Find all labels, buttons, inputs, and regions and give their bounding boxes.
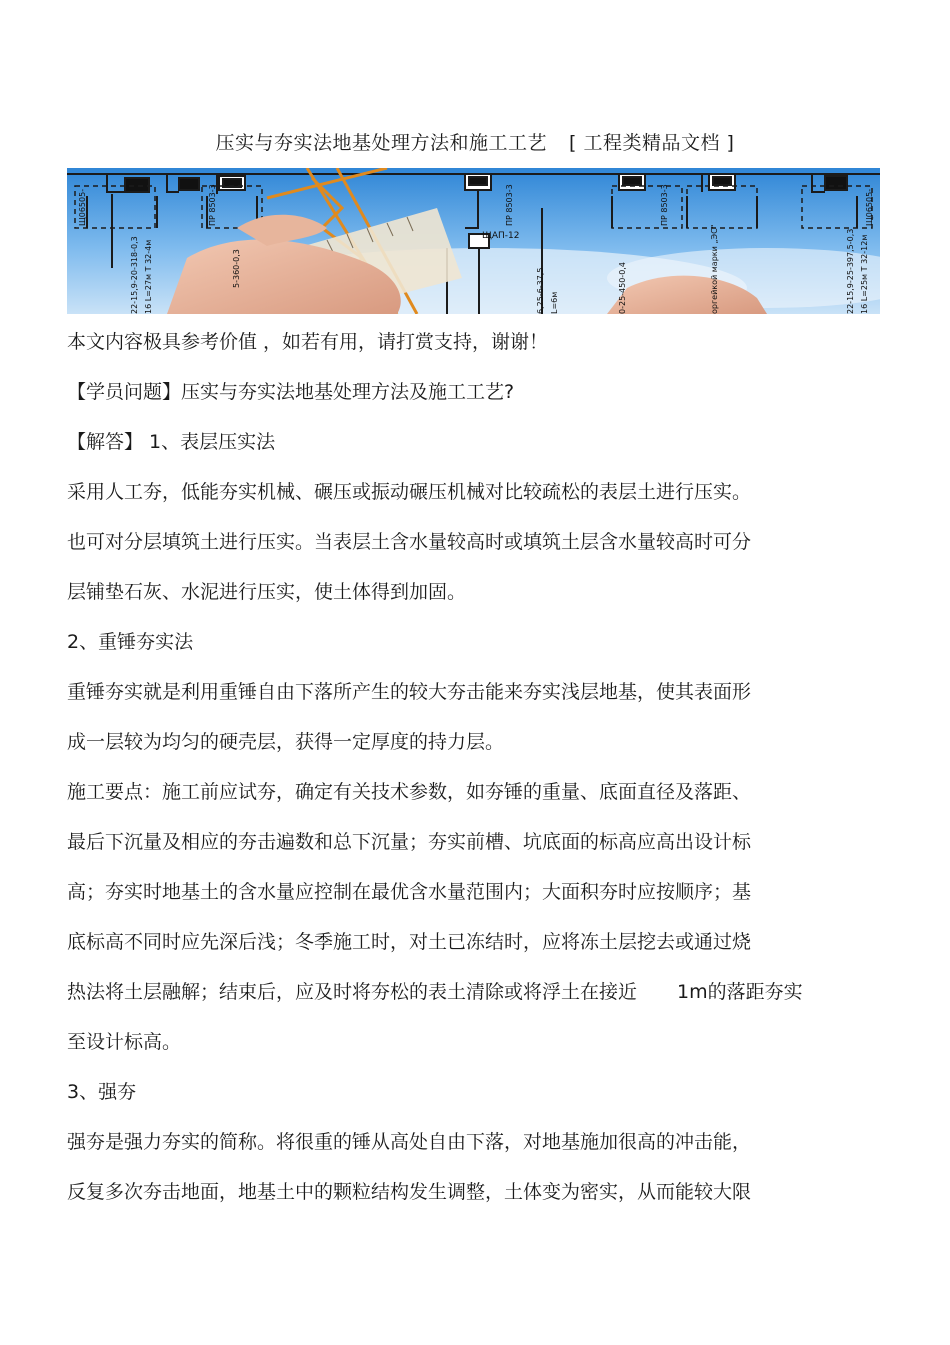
title-tag: [ 工程类精品文档 ] <box>569 132 735 154</box>
paragraph-line-split <box>67 980 803 1004</box>
paragraph-line: 【学员问题】压实与夯实法地基处理方法及施工工艺? <box>67 381 515 403</box>
banner-label: 16 L=27м Т 32-4м <box>144 239 153 314</box>
banner-label: ПР 8503-3 <box>505 184 514 226</box>
banner-label: 0-25-450-0,4 <box>618 262 627 314</box>
paragraph-line: 反复多次夯击地面，地基土中的颗粒结构发生调整，土体变为密实，从而能较大限 <box>67 1181 752 1203</box>
document-title <box>0 128 950 155</box>
banner-label: оргейкой марки „ЭС“ <box>710 224 719 314</box>
banner-label: ПР 8503-3 <box>660 184 669 226</box>
paragraph-line: 【解答】 1、表层压实法 <box>67 431 276 453</box>
paragraph-line: 底标高不同时应先深后浅；冬季施工时，对土已冻结时，应将冻土层挖去或通过烧 <box>67 931 752 953</box>
banner-illustration <box>67 168 880 314</box>
paragraph-line: 至设计标高。 <box>67 1031 182 1053</box>
paragraph-line: 也可对分层填筑土进行压实。当表层土含水量较高时或填筑土层含水量较高时可分 <box>67 531 752 553</box>
banner-label: L=6м <box>550 291 559 314</box>
paragraph-line: 强夯是强力夯实的简称。将很重的锤从高处自由下落，对地基施加很高的冲击能， <box>67 1131 752 1153</box>
paragraph-line: 施工要点：施工前应试夯，确定有关技术参数，如夯锤的重量、底面直径及落距、 <box>67 781 752 803</box>
paragraph-line: 本文内容极具参考价值 ，如若有用，请打赏支持，谢谢！ <box>67 331 549 353</box>
banner-label: ЩАП-12 <box>482 231 520 241</box>
paragraph-line: 成一层较为均匀的硬壳层，获得一定厚度的持力层。 <box>67 731 505 753</box>
banner-label: 22-15,9-25-397,5-0,3 <box>846 228 855 314</box>
paragraph-line: 层铺垫石灰、水泥进行压实，使土体得到加固。 <box>67 581 467 603</box>
banner-label: 5-360-0,3 <box>232 249 241 288</box>
banner-label: Щ06505- <box>865 188 874 226</box>
paragraph-line: 高；夯实时地基土的含水量应控制在最优含水量范围内；大面积夯时应按顺序；基 <box>67 881 752 903</box>
split-part-1: 热法将土层融解；结束后，应及时将夯松的表土清除或将浮土在接近 <box>67 981 638 1003</box>
banner-label: 22-15,9-20-318-0,3 <box>130 236 139 314</box>
banner-label: 6,25-6-37,5 <box>536 267 545 314</box>
banner-image <box>67 168 880 314</box>
split-part-2: 1m的落距夯实 <box>677 981 803 1003</box>
banner-label: 16 L=25м Т 32-12м <box>860 234 869 314</box>
paragraph-line: 3、强夯 <box>67 1081 137 1103</box>
paragraph-line: 2、重锤夯实法 <box>67 631 194 653</box>
banner-label: Щ06505- <box>78 188 87 226</box>
banner-label: ПР 8503-3 <box>208 184 217 226</box>
paragraph-line: 最后下沉量及相应的夯击遍数和总下沉量；夯实前槽、坑底面的标高应高出设计标 <box>67 831 752 853</box>
title-text: 压实与夯实法地基处理方法和施工工艺 <box>215 132 548 154</box>
paragraph-line: 重锤夯实就是利用重锤自由下落所产生的较大夯击能来夯实浅层地基，使其表面形 <box>67 681 752 703</box>
paragraph-line: 采用人工夯，低能夯实机械、碾压或振动碾压机械对比较疏松的表层土进行压实。 <box>67 481 752 503</box>
